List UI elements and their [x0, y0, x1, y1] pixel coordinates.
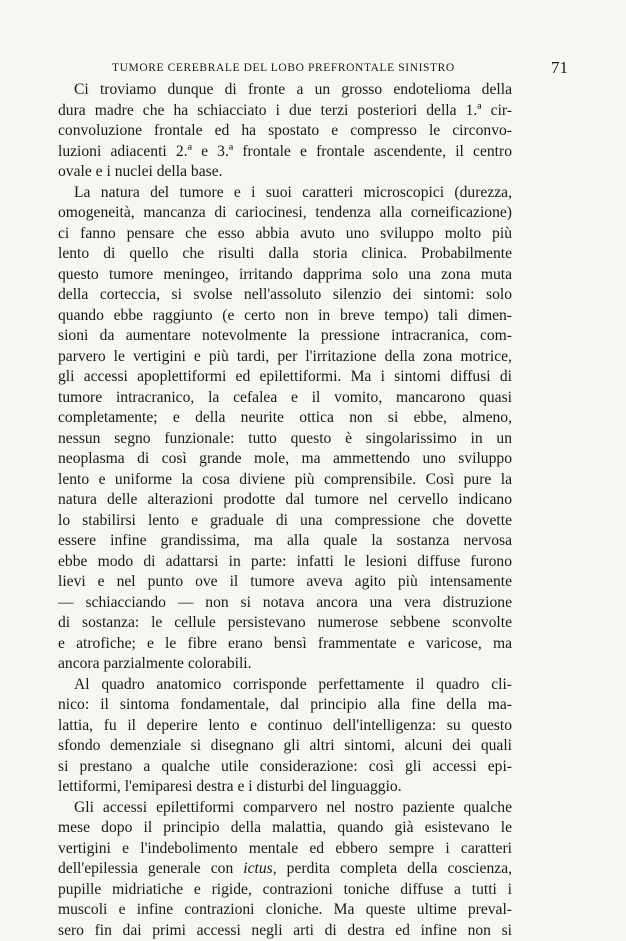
italic-term: ictus, [243, 860, 276, 877]
text-line: Ci troviamo dunque di fronte a un grosso endotelioma della [58, 80, 512, 101]
text-line: dura madre che ha schiacciato i due terzi posteriori della 1.ª cir- [58, 101, 512, 122]
text-line: della corteccia, si svolse nell'assoluto silenzio dei sintomi: solo [58, 285, 512, 306]
text-line: — schiacciando — non si notava ancora una vera distruzione [58, 593, 512, 614]
page-number: 71 [551, 58, 568, 78]
text-line: ebbe modo di adattarsi in parte: infatti le lesioni diffuse furono [58, 552, 512, 573]
text-line: mese dopo il principio della malattia, quando già esistevano le [58, 818, 512, 839]
text-line: tumore intracranico, la cefalea e il vomito, mancarono quasi [58, 388, 512, 409]
text-line: vertigini e l'indebolimento mentale ed ebbero sempre i caratteri [58, 839, 512, 860]
text-line: si prestano a qualche utile considerazione: così gli accessi epi- [58, 757, 512, 778]
text-line: muscoli e infine contrazioni cloniche. Ma queste ultime preval- [58, 900, 512, 921]
text-line: gli accessi apoplettiformi ed epilettiformi. Ma i sintomi diffusi di [58, 367, 512, 388]
text-line: lento di quello che risulti dalla storia clinica. Probabilmente [58, 244, 512, 265]
text-line: omogeneità, mancanza di cariocinesi, tendenza alla corneificazione) [58, 203, 512, 224]
page-header [60, 58, 570, 78]
text-line: sero fin dai primi accessi negli arti di destra ed infine non si [58, 921, 512, 941]
text-line: lettiformi, l'emiparesi destra e i disturbi del linguaggio. [58, 777, 512, 798]
text-fragment: dell'epilessia generale con [58, 860, 243, 877]
text-line: parvero le vertigini e più tardi, per l'irritazione della zona motrice, [58, 347, 512, 368]
text-line: e atrofiche; e le fibre erano bensì frammentate e varicose, ma [58, 634, 512, 655]
text-line: Al quadro anatomico corrisponde perfettamente il quadro cli- [58, 675, 512, 696]
text-line: questo tumore meningeo, irritando dapprima solo una zona muta [58, 265, 512, 286]
text-line: ovale e i nuclei della base. [58, 162, 512, 183]
text-line: ancora parzialmente colorabili. [58, 654, 512, 675]
text-line: lento e uniforme la cosa diviene più comprensibile. Così pure la [58, 470, 512, 491]
text-line: natura delle alterazioni prodotte dal tumore nel cervello indicano [58, 490, 512, 511]
text-line: luzioni adiacenti 2.ª e 3.ª frontale e frontale ascendente, il centro [58, 142, 512, 163]
text-line: lo stabilirsi lento e graduale di una compressione che dovette [58, 511, 512, 532]
text-line: sfondo demenziale si disegnano gli altri sintomi, alcuni dei quali [58, 736, 512, 757]
text-line: nessun segno funzionale: tutto questo è singolarissimo in un [58, 429, 512, 450]
text-fragment: perdita completa della coscienza, [277, 860, 512, 877]
text-line: di sostanza: le cellule persistevano numerose sebbene sconvolte [58, 613, 512, 634]
text-line: quando ebbe raggiunto (e certo non in breve tempo) tali dimen- [58, 306, 512, 327]
body-text [58, 80, 512, 941]
text-line: lattia, fu il deperire lento e continuo dell'intelligenza: su questo [58, 716, 512, 737]
text-line: essere infine grandissima, ma alla quale la sostanza nervosa [58, 531, 512, 552]
text-line: pupille midriatiche e rigide, contrazioni toniche diffuse a tutti i [58, 880, 512, 901]
text-line: nico: il sintoma fondamentale, dal principio alla fine della ma- [58, 695, 512, 716]
text-line: completamente; e della neurite ottica non si ebbe, almeno, [58, 408, 512, 429]
text-line: ci fanno pensare che esso abbia avuto uno sviluppo molto più [58, 224, 512, 245]
running-title: TUMORE CEREBRALE DEL LOBO PREFRONTALE SINISTRO [112, 62, 455, 74]
text-line: lievi e nel punto ove il tumore aveva agito più intensamente [58, 572, 512, 593]
text-line: sioni da aumentare notevolmente la pressione intracranica, com- [58, 326, 512, 347]
text-line: convoluzione frontale ed ha spostato e compresso le circonvo- [58, 121, 512, 142]
text-line: neoplasma di così grande mole, ma ammettendo uno sviluppo [58, 449, 512, 470]
text-line: Gli accessi epilettiformi comparvero nel nostro paziente qualche [58, 798, 512, 819]
text-line: La natura del tumore e i suoi caratteri microscopici (durezza, [58, 183, 512, 204]
text-line-with-italic [58, 859, 512, 880]
